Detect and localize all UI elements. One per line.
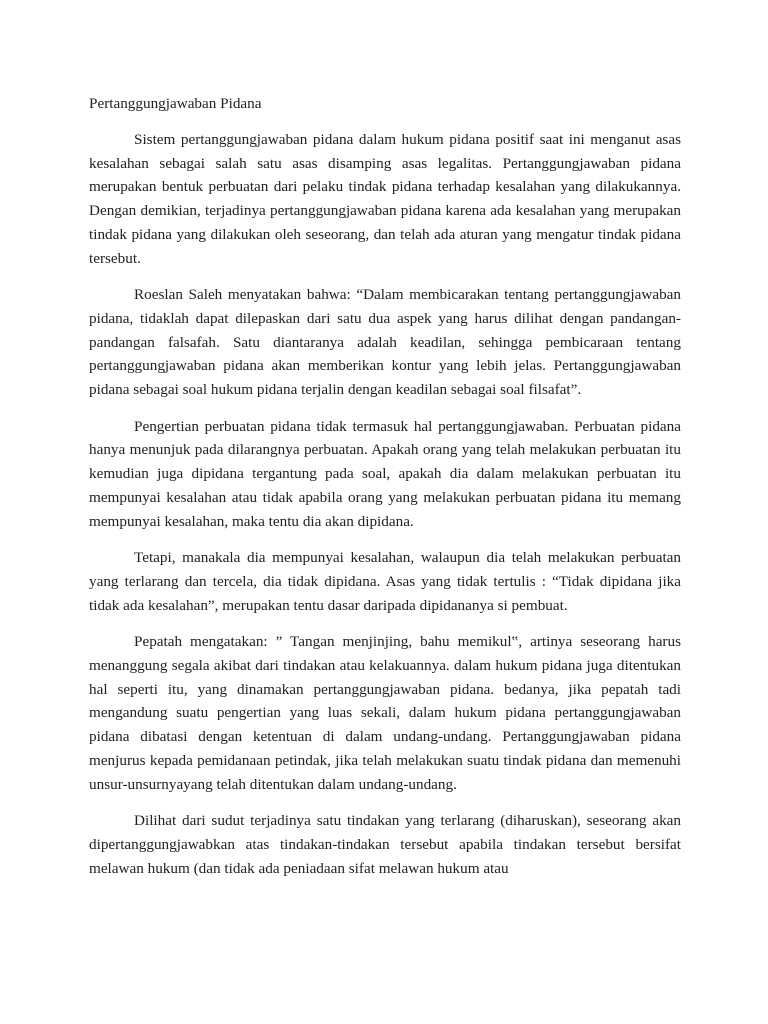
- paragraph-3: Pengertian perbuatan pidana tidak termasuk hal pertanggungjawaban. Perbuatan pidana hanya menunjuk pada dilarangnya perbuatan. Apakah orang yang telah melakukan perbuatan itu kemudian juga dipidana tergantung pada soal, apakah dia dalam melakukan perbuatan itu mempunyai kesalahan atau tidak apabila orang yang melakukan perbuatan pidana itu memang mempunyai kesalahan, maka tentu dia akan dipidana.: [89, 417, 681, 530]
- paragraph-5: Pepatah mengatakan: ” Tangan menjinjing, bahu memikul‟, artinya seseorang harus menanggung segala akibat dari tindakan atau kelakuannya. dalam hukum pidana juga ditentukan hal seperti itu, yang dinamakan pertanggungjawaban pidana. bedanya, jika pepatah tadi mengandung suatu pengertian yang luas sekali, dalam hukum pidana pertanggungjawaban pidana dibatasi dengan ketentuan di dalam undang-undang. Pertanggungjawaban pidana menjurus kepada pemidanaan petindak, jika telah melakukan suatu tindak pidana dan memenuhi unsur-unsurnyayang telah ditentukan dalam undang-undang.: [89, 633, 681, 793]
- paragraph-6: Dilihat dari sudut terjadinya satu tindakan yang terlarang (diharuskan), seseorang akan dipertanggungjawabkan atas tindakan-tindakan tersebut apabila tindakan tersebut bersifat melawan hukum (dan tidak ada peniadaan sifat melawan hukum atau: [89, 812, 681, 877]
- document-title: Pertanggungjawaban Pidana: [89, 95, 262, 112]
- paragraph-4: Tetapi, manakala dia mempunyai kesalahan, walaupun dia telah melakukan perbuatan yang terlarang dan tercela, dia tidak dipidana. Asas yang tidak tertulis : “Tidak dipidana jika tidak ada kesalahan”, merupakan tentu dasar daripada dipidananya si pembuat.: [89, 549, 681, 614]
- paragraph-2: Roeslan Saleh menyatakan bahwa: “Dalam membicarakan tentang pertanggungjawaban pidana, tidaklah dapat dilepaskan dari satu dua aspek yang harus dilihat dengan pandangan-pandangan falsafah. Satu diantaranya adalah keadilan, sehingga pembicaraan tentang pertanggungjawaban pidana akan memberikan kontur yang lebih jelas. Pertanggungjawaban pidana sebagai soal hukum pidana terjalin dengan keadilan sebagai soal filsafat”.: [89, 286, 681, 399]
- paragraph-1: Sistem pertanggungjawaban pidana dalam hukum pidana positif saat ini menganut asas kesalahan sebagai salah satu asas disamping asas legalitas. Pertanggungjawaban pidana merupakan bentuk perbuatan dari pelaku tindak pidana terhadap kesalahan yang dilakukannya. Dengan demikian, terjadinya pertanggungjawaban pidana karena ada kesalahan yang merupakan tindak pidana yang dilakukan oleh seseorang, dan telah ada aturan yang mengatur tindak pidana tersebut.: [89, 131, 681, 267]
